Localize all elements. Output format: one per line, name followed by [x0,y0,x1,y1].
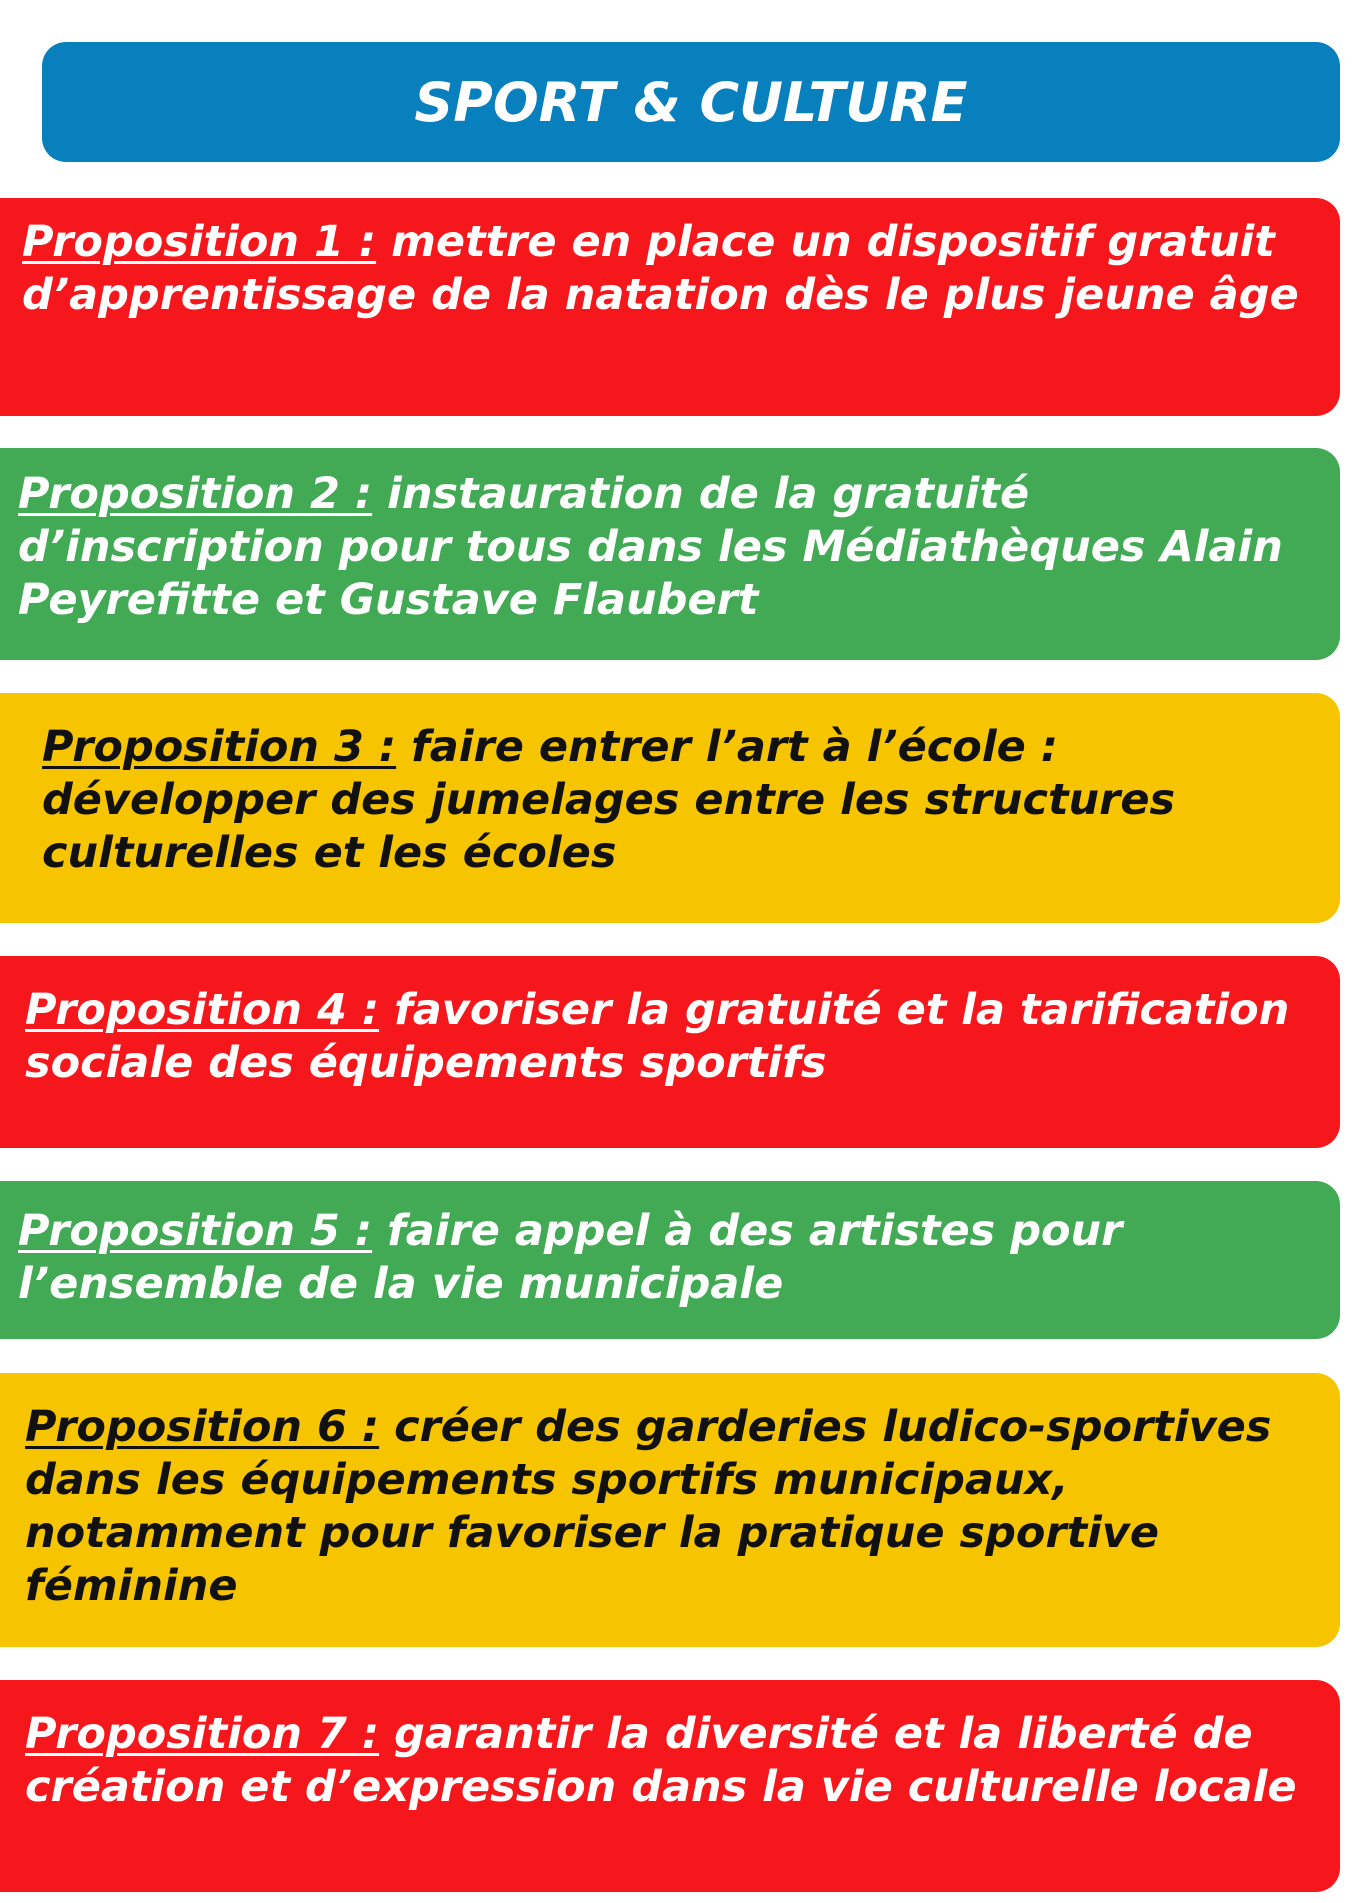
proposition-body: créer des garderies ludico-sportives dans les équipements sportifs municipaux, notamment pour favoriser la pratique sportive féminine [25,1402,1272,1611]
proposition-body: faire entrer l’art à l’école : développer des jumelages entre les structures culturelles et les écoles [42,722,1176,878]
proposition-body: faire appel à des artistes pour l’ensemble de la vie municipale [18,1206,1123,1309]
proposition-label: Proposition 6 : [25,1402,380,1452]
proposition-text [18,468,1310,627]
section-title: SPORT & CULTURE [414,70,968,134]
proposition-label: Proposition 5 : [18,1206,373,1256]
proposition-text [25,1401,1320,1613]
proposition-label: Proposition 7 : [25,1709,380,1759]
proposition-label: Proposition 3 : [42,722,397,772]
proposition-text [25,1708,1320,1814]
proposition-card-6 [0,1373,1340,1647]
proposition-label: Proposition 2 : [18,469,373,519]
proposition-text [18,1205,1310,1311]
proposition-body: garantir la diversité et la liberté de création et d’expression dans la vie culturelle locale [25,1709,1297,1812]
proposition-text [25,984,1310,1090]
proposition-card-3 [0,693,1340,923]
proposition-card-1 [0,198,1340,416]
proposition-card-4 [0,956,1340,1148]
section-header [42,42,1340,162]
proposition-body: instauration de la gratuité d’inscription pour tous dans les Médiathèques Alain Peyrefitte et Gustave Flaubert [18,469,1283,625]
proposition-body: favoriser la gratuité et la tarification sociale des équipements sportifs [25,985,1290,1088]
proposition-body: mettre en place un dispositif gratuit d’apprentissage de la natation dès le plus jeune âge [22,217,1299,320]
proposition-card-5 [0,1181,1340,1339]
proposition-card-7 [0,1680,1340,1892]
proposition-text [22,216,1310,322]
proposition-text [42,721,1310,880]
proposition-card-2 [0,448,1340,660]
proposition-label: Proposition 4 : [25,985,380,1035]
proposition-label: Proposition 1 : [22,217,377,267]
